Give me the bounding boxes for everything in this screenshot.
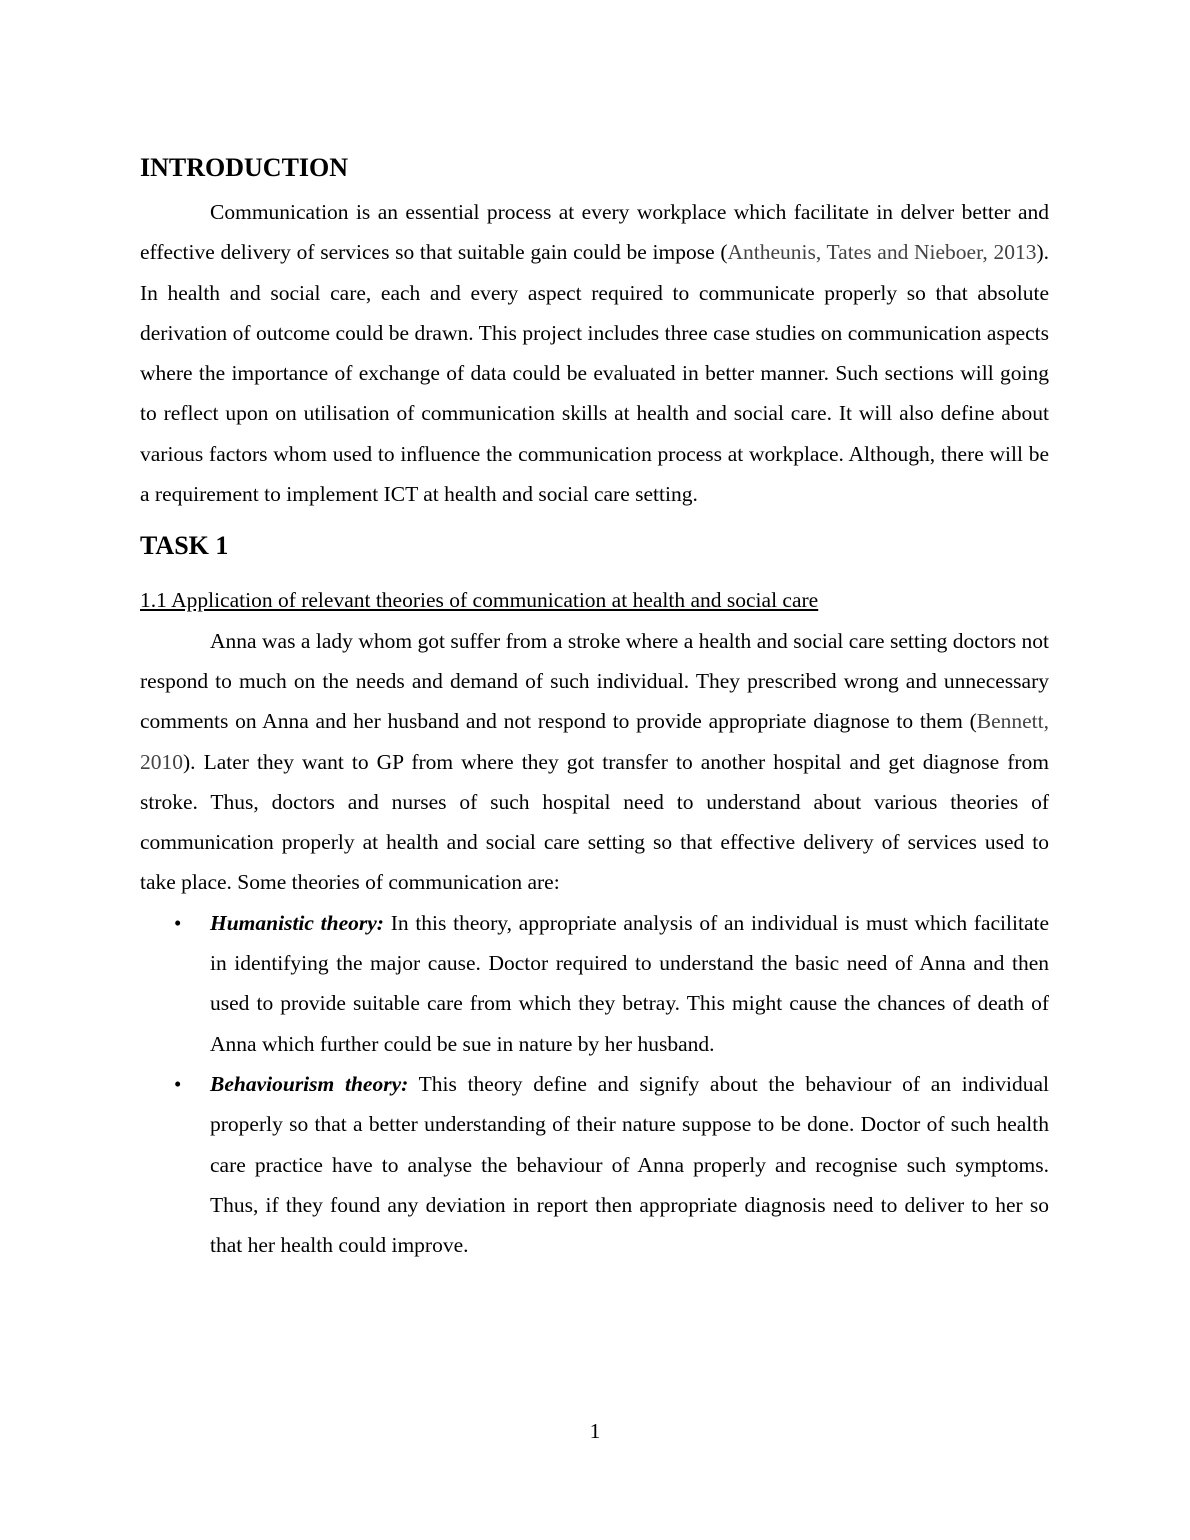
theory-description: This theory define and signify about the behaviour of an individual properly so that a better understanding of their nature suppose to be done. Doctor of such health care practice have to analyse the behaviour of Anna properly and recognise such symptoms. Thus, if they found any deviation in report then appropriate diagnosis need to deliver to her so that her health could improve.: [210, 1071, 1049, 1258]
introduction-paragraph: [140, 192, 1049, 514]
task1-text-b: ). Later they want to GP from where they got transfer to another hospital and get diagnose from stroke. Thus, doctors and nurses of such hospital need to understand about various theories of communication properly at health and social care setting so that effective delivery of services used to take place. Some theories of communication are:: [140, 749, 1049, 895]
introduction-heading: INTRODUCTION: [140, 153, 349, 182]
page-content: [140, 148, 1049, 1265]
theory-description: In this theory, appropriate analysis of an individual is must which facilitate in identifying the major cause. Doctor required to understand the basic need of Anna and then used to provide suitable care from which they betray. This might cause the chances of death of Anna which further could be sue in nature by her husband.: [210, 910, 1050, 1056]
task1-citation: Bennett, 2010: [140, 709, 1049, 774]
bullet-icon: •: [174, 1071, 182, 1096]
task1-paragraph: [140, 621, 1049, 903]
page-number: 1: [589, 1419, 601, 1443]
list-item: [140, 903, 1049, 1064]
task1-heading: TASK 1: [140, 531, 229, 561]
task1-subheading: 1.1 Application of relevant theories of communication at health and social care: [140, 588, 819, 613]
task1-text-a: Anna was a lady whom got suffer from a stroke where a health and social care setting doctors not respond to much on the needs and demand of such individual. They prescribed wrong and unnecessary comments on Anna and her husband and not respond to provide appropriate diagnose to them (: [140, 628, 1049, 734]
bullet-icon: •: [174, 910, 182, 935]
theory-term: Humanistic theory:: [210, 910, 384, 935]
introduction-text-b: ). In health and social care, each and every aspect required to communicate properly so that absolute derivation of outcome could be drawn. This project includes three case studies on communication aspects where the importance of exchange of data could be evaluated in better manner. Such sections will going to reflect upon on utilisation of communication skills at health and social care. It will also define about various factors whom used to influence the communication process at workplace. Although, there will be a requirement to implement ICT at health and social care setting.: [140, 240, 1049, 507]
introduction-text-a: Communication is an essential process at every workplace which facilitate in delver better and effective delivery of services so that suitable gain could be impose (: [140, 200, 1049, 265]
theories-list: [140, 903, 1049, 1266]
theory-term: Behaviourism theory:: [210, 1071, 409, 1096]
list-item: [140, 1064, 1049, 1265]
introduction-citation: Antheunis, Tates and Nieboer, 2013: [727, 240, 1037, 265]
